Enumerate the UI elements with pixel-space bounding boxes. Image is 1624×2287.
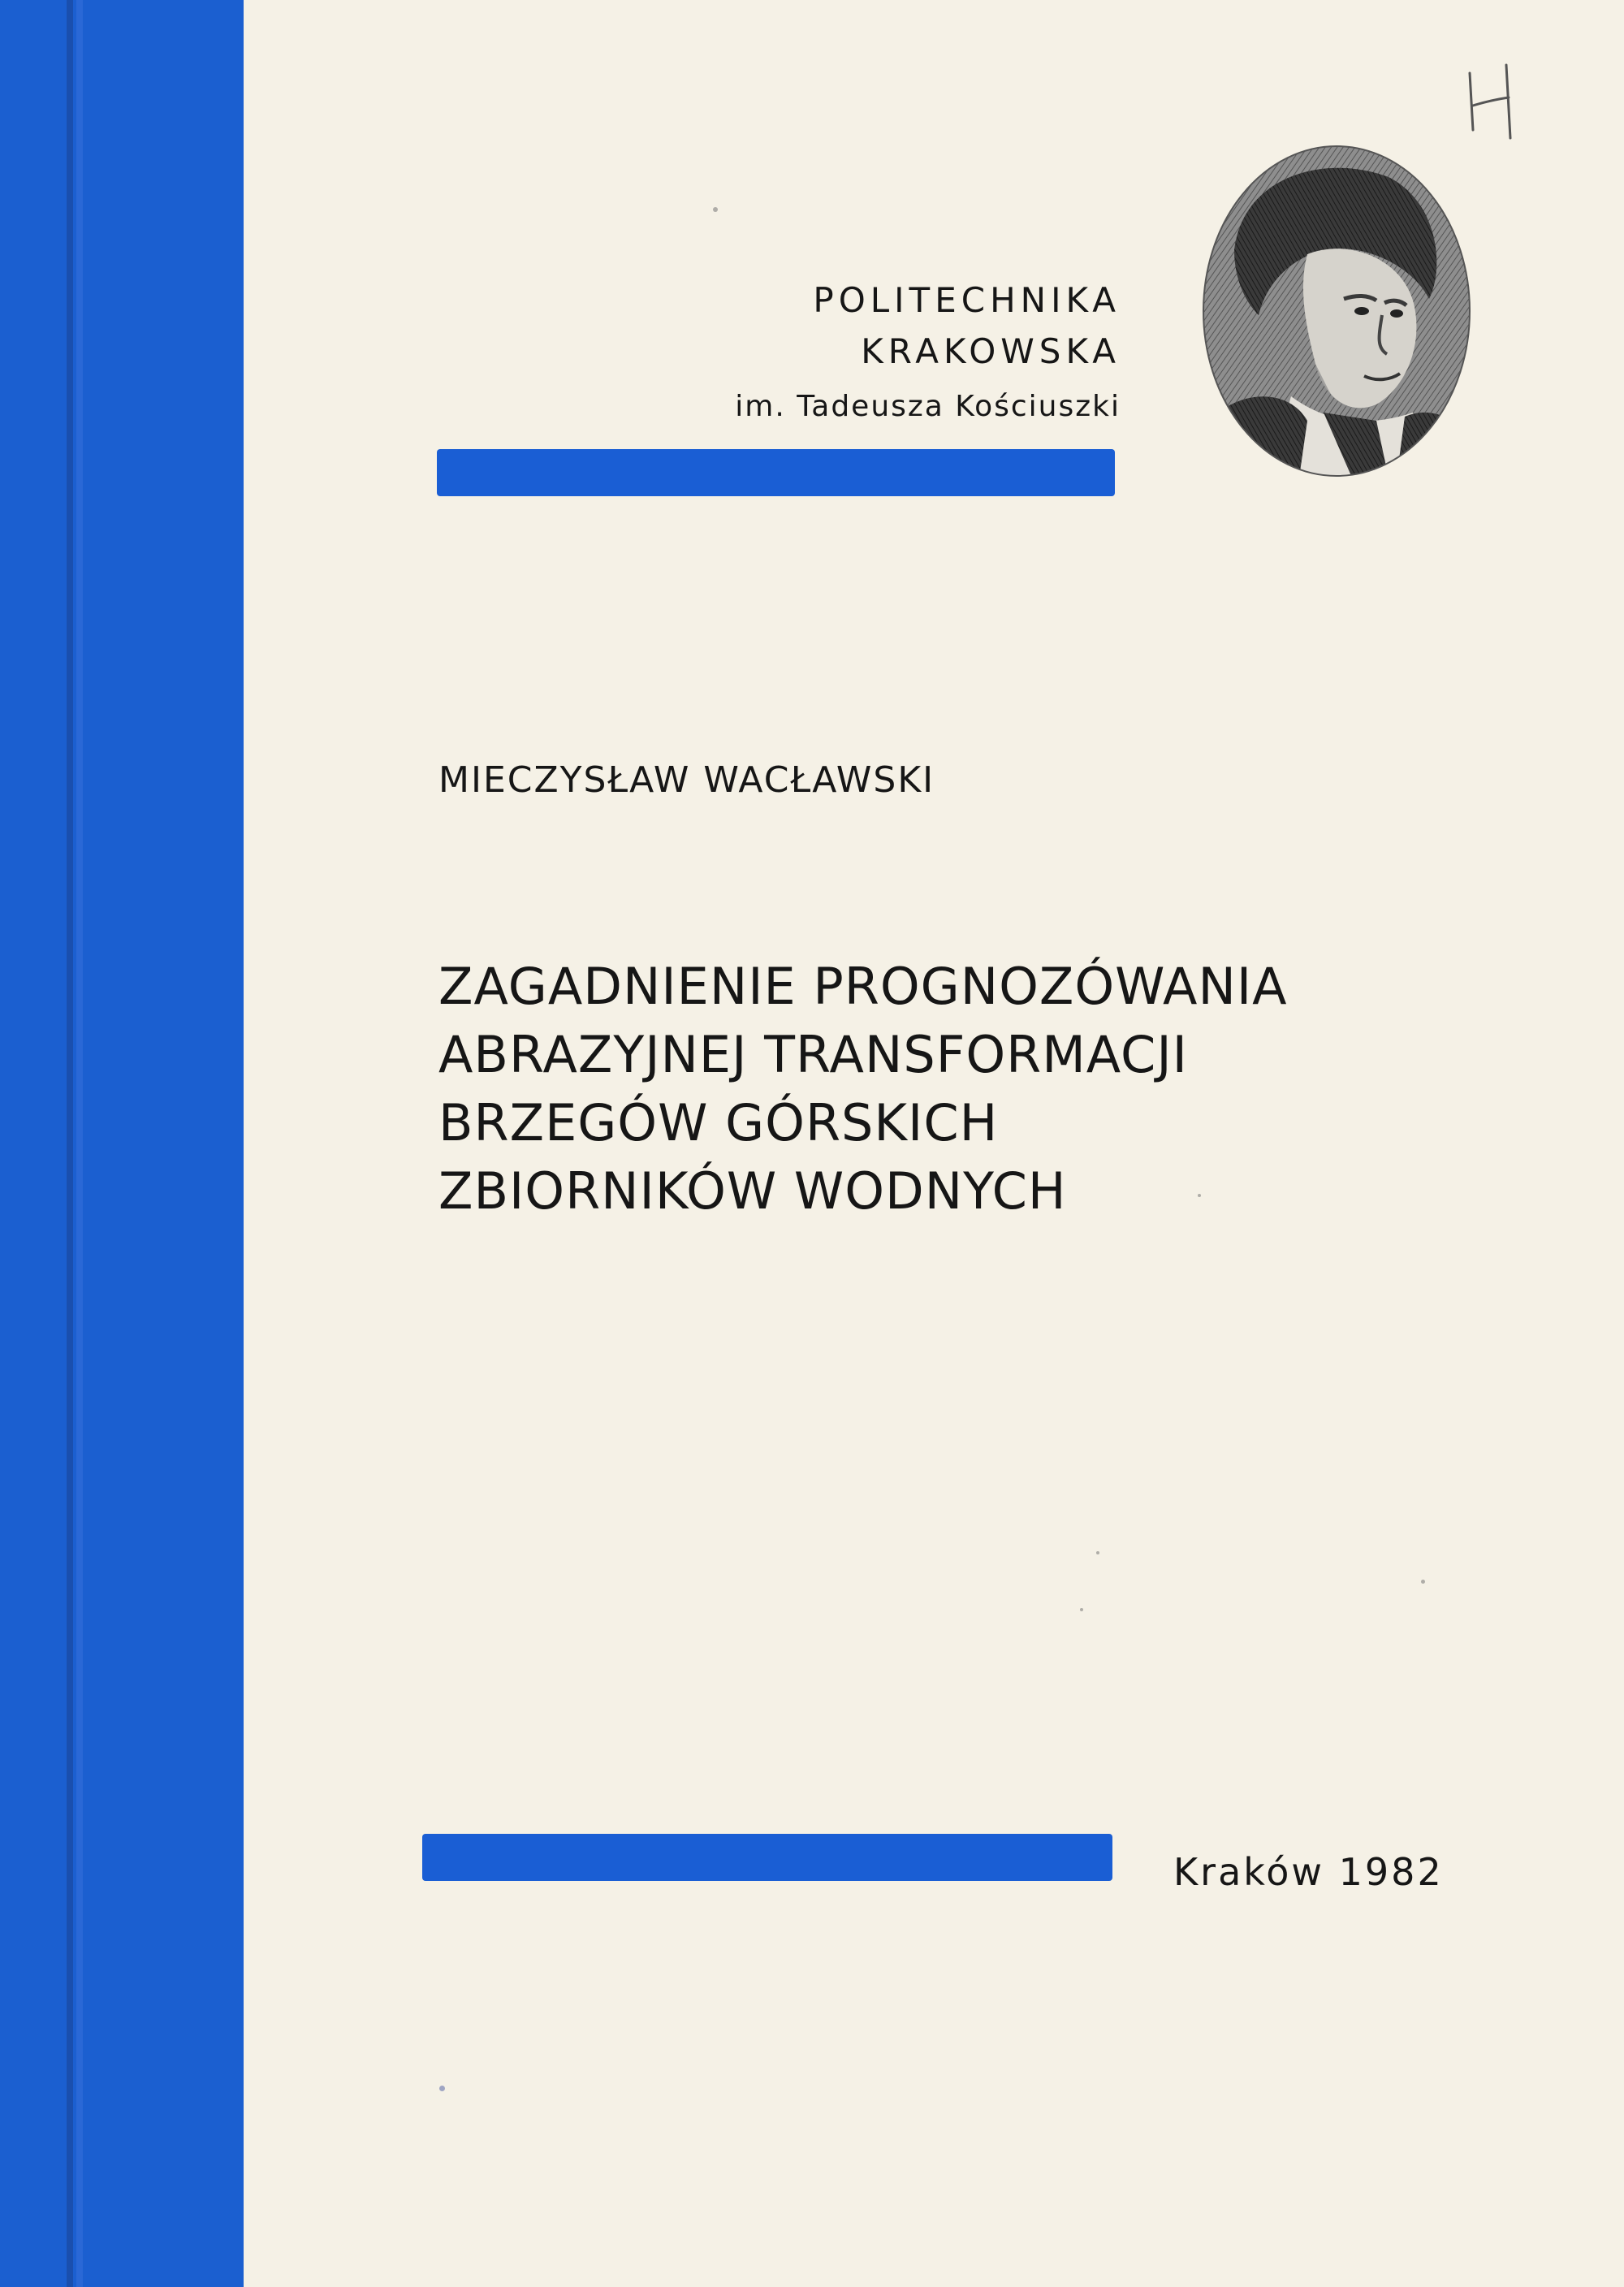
institution-line-2: KRAKOWSKA: [861, 331, 1121, 371]
author-name: MIECZYSŁAW WACŁAWSKI: [438, 759, 935, 801]
spine-edge-line: [76, 0, 83, 2287]
place-year: Kraków 1982: [1173, 1850, 1444, 1894]
paper-speck: [1096, 1551, 1099, 1554]
title-line-1: ZAGADNIENIE PROGNOZÓWANIA: [438, 957, 1288, 1016]
title-line-2: ABRAZYJNEJ TRANSFORMACJI: [438, 1025, 1188, 1084]
paper-speck: [1080, 1608, 1083, 1611]
institution-line-3: im. Tadeusza Kościuszki: [735, 390, 1121, 423]
title-line-3: BRZEGÓW GÓRSKICH: [438, 1093, 999, 1152]
portrait-engraving-icon: [1202, 145, 1471, 478]
spine-edge-line: [67, 0, 73, 2287]
paper-speck: [1198, 1194, 1201, 1197]
handwritten-mark-icon: [1462, 57, 1518, 146]
paper-speck: [439, 2086, 445, 2091]
institution-line-1: POLITECHNIKA: [813, 280, 1121, 320]
bottom-divider-bar: [422, 1834, 1112, 1881]
paper-speck: [1421, 1580, 1425, 1584]
paper-speck: [713, 207, 718, 212]
top-divider-bar: [437, 449, 1115, 496]
spine-band: [0, 0, 244, 2287]
title-line-4: ZBIORNIKÓW WODNYCH: [438, 1161, 1067, 1221]
